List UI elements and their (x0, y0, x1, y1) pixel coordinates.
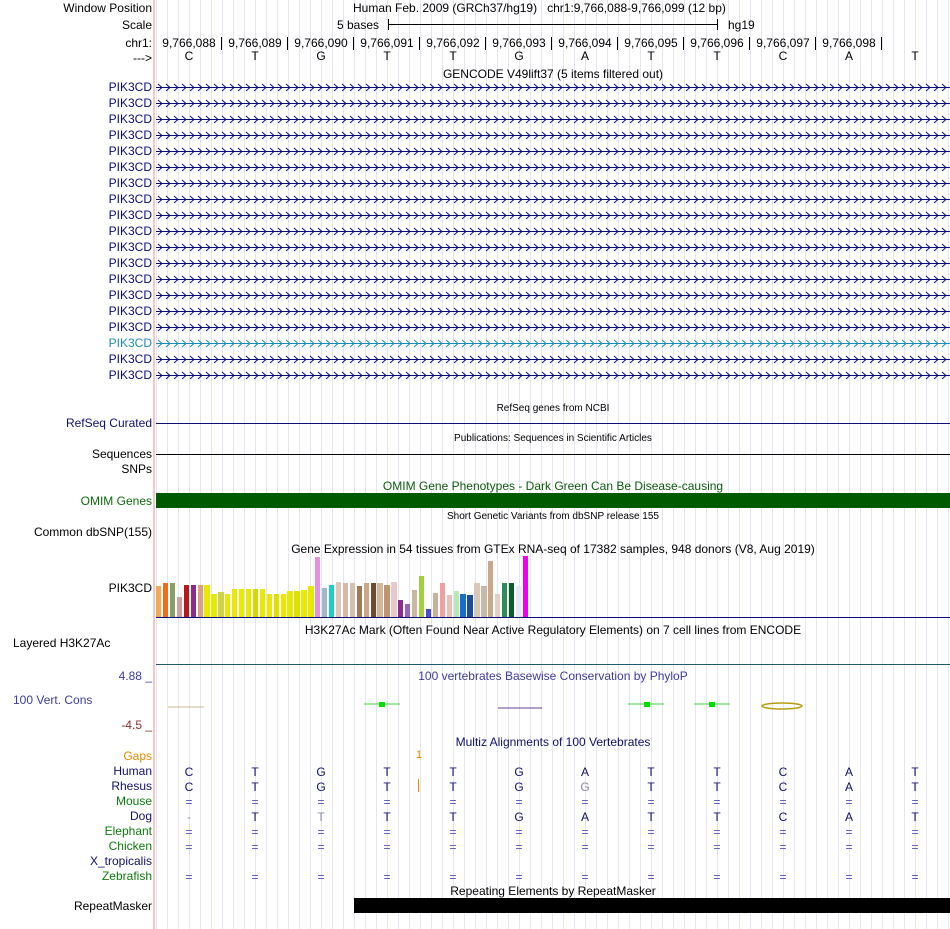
gtex-tissue-bar[interactable] (426, 609, 431, 617)
aligned-base: C (184, 765, 194, 779)
gencode-transcript-line[interactable] (156, 320, 950, 335)
gencode-transcript-line[interactable] (156, 272, 950, 287)
aligned-base: T (383, 810, 391, 824)
dna-base: T (713, 49, 721, 63)
gtex-baseline (156, 617, 950, 618)
gtex-tissue-bar[interactable] (398, 600, 403, 617)
gencode-transcript-label[interactable]: PIK3CD (108, 128, 152, 142)
aligned-base: C (778, 780, 788, 794)
aligned-base: = (713, 840, 721, 854)
aligned-base: = (251, 840, 259, 854)
aligned-base: = (647, 870, 655, 884)
base-position-label: 9,766,092 (420, 36, 486, 51)
gencode-transcript-label[interactable]: PIK3CD (108, 352, 152, 366)
aligned-base: T (911, 780, 919, 794)
base-position-label: 9,766,098 (816, 36, 882, 51)
omim-gene-bar[interactable] (156, 493, 950, 508)
h3k27ac-baseline (156, 664, 950, 665)
gtex-tissue-bar[interactable] (204, 585, 209, 617)
aligned-base: = (317, 795, 325, 809)
aligned-base: = (449, 795, 457, 809)
aligned-base: T (251, 765, 259, 779)
aligned-base: A (580, 810, 589, 824)
gtex-track-label[interactable]: PIK3CD (108, 581, 152, 595)
gencode-transcript-label[interactable]: PIK3CD (108, 240, 152, 254)
aligned-base: = (383, 825, 391, 839)
species-label[interactable]: Chicken (108, 839, 152, 853)
repeatmasker-track-title: Repeating Elements by RepeatMasker (450, 884, 656, 898)
gtex-tissue-bar[interactable] (246, 589, 251, 617)
gtex-tissue-bar[interactable] (170, 583, 175, 617)
aligned-base: = (779, 795, 787, 809)
aligned-base: = (383, 795, 391, 809)
aligned-base: T (317, 810, 325, 824)
gtex-tissue-bar[interactable] (260, 589, 265, 617)
gtex-tissue-bar[interactable] (405, 604, 410, 617)
gtex-tissue-bar[interactable] (267, 594, 272, 617)
phylop-mark (379, 702, 385, 707)
gtex-tissue-bar[interactable] (329, 585, 334, 617)
gencode-transcript-label[interactable]: PIK3CD (108, 160, 152, 174)
refseq-track-label[interactable]: RefSeq Curated (65, 416, 152, 430)
publications-track-title: Publications: Sequences in Scientific Articles (454, 433, 652, 444)
gencode-transcript-line[interactable] (156, 112, 950, 127)
aligned-base: = (383, 870, 391, 884)
species-label[interactable]: Elephant (104, 824, 152, 838)
gencode-transcript-line[interactable] (156, 144, 950, 159)
dna-base: A (580, 49, 589, 63)
gtex-tissue-bar[interactable] (481, 586, 486, 617)
dna-base: A (844, 49, 853, 63)
aligned-base: T (449, 780, 457, 794)
gtex-tissue-bar[interactable] (294, 591, 299, 617)
gtex-tissue-bar[interactable] (198, 585, 203, 617)
multiz-gaps-label: Gaps (123, 749, 152, 763)
gtex-tissue-bar[interactable] (163, 583, 168, 617)
species-label[interactable]: Mouse (115, 794, 152, 808)
gtex-tissue-bar[interactable] (509, 583, 514, 617)
repeat-element-bar[interactable] (354, 898, 950, 913)
gtex-tissue-bar[interactable] (454, 591, 459, 617)
aligned-base: = (713, 795, 721, 809)
gtex-tissue-bar[interactable] (447, 595, 452, 617)
aligned-base: G (316, 780, 326, 794)
aligned-base: A (844, 810, 853, 824)
gencode-transcript-line[interactable] (156, 240, 950, 255)
aligned-base: G (514, 765, 524, 779)
phylop-mark (762, 703, 802, 709)
aligned-base: = (515, 825, 523, 839)
gencode-transcript-label[interactable]: PIK3CD (108, 208, 152, 222)
gtex-tissue-bar[interactable] (211, 594, 216, 617)
gtex-tissue-bar[interactable] (357, 586, 362, 617)
gencode-transcript-line[interactable] (156, 368, 950, 383)
gencode-transcript-label[interactable]: PIK3CD (108, 320, 152, 334)
aligned-base: = (251, 795, 259, 809)
gtex-tissue-bar[interactable] (343, 583, 348, 617)
gtex-tissue-bar[interactable] (488, 561, 493, 617)
gencode-transcript-label[interactable]: PIK3CD (108, 272, 152, 286)
aligned-base: T (647, 780, 655, 794)
gtex-tissue-bar[interactable] (336, 582, 341, 617)
species-label[interactable]: Zebrafish (101, 869, 152, 883)
aligned-base: T (647, 765, 655, 779)
gencode-transcript-label[interactable]: PIK3CD (108, 336, 152, 350)
gencode-transcript-label[interactable]: PIK3CD (108, 256, 152, 270)
aligned-base: = (317, 840, 325, 854)
h3k27ac-track-label[interactable]: Layered H3K27Ac (13, 636, 111, 650)
dna-base: T (647, 49, 655, 63)
gencode-transcript-label[interactable]: PIK3CD (108, 80, 152, 94)
gtex-tissue-bar[interactable] (495, 594, 500, 617)
aligned-base: A (844, 780, 853, 794)
publications-label-snps: SNPs (121, 462, 152, 476)
species-label[interactable]: Dog (129, 809, 152, 823)
gtex-tissue-bar[interactable] (232, 589, 237, 617)
dna-base: T (911, 49, 919, 63)
aligned-base: = (581, 825, 589, 839)
dna-base: G (514, 49, 524, 63)
aligned-base: T (911, 810, 919, 824)
gtex-tissue-bar[interactable] (364, 583, 369, 617)
aligned-base: = (449, 870, 457, 884)
dna-base: C (184, 49, 194, 63)
aligned-base: T (383, 765, 391, 779)
base-position-label: 9,766,088 (156, 36, 222, 51)
gtex-tissue-bar[interactable] (391, 582, 396, 617)
gencode-transcript-label[interactable]: PIK3CD (108, 224, 152, 238)
aligned-base: = (845, 840, 853, 854)
aligned-base: = (779, 825, 787, 839)
gtex-tissue-bar[interactable] (308, 586, 313, 617)
gencode-transcript-line[interactable] (156, 336, 950, 351)
aligned-base: = (845, 795, 853, 809)
multiz-track-title: Multiz Alignments of 100 Vertebrates (455, 735, 651, 749)
aligned-base: = (581, 840, 589, 854)
aligned-base: A (580, 765, 589, 779)
aligned-base: T (713, 780, 721, 794)
base-position-label: 9,766,097 (750, 36, 816, 51)
species-label[interactable]: Human (113, 764, 152, 778)
gencode-transcript-line[interactable] (156, 96, 950, 111)
aligned-base: = (449, 840, 457, 854)
aligned-base: C (184, 780, 194, 794)
gencode-transcript-line[interactable] (156, 208, 950, 223)
gtex-tissue-bar[interactable] (184, 585, 189, 617)
gencode-transcript-line[interactable] (156, 224, 950, 239)
gtex-tissue-bar[interactable] (225, 594, 230, 617)
aligned-base: T (449, 765, 457, 779)
aligned-base: = (713, 870, 721, 884)
phylop-ymin: -4.5 _ (121, 718, 152, 732)
dbsnp-track-label[interactable]: Common dbSNP(155) (33, 525, 152, 539)
gtex-track-title: Gene Expression in 54 tissues from GTEx RNA-seq of 17382 samples, 948 donors (V8, Aug 2019) (291, 542, 815, 556)
gencode-transcript-label[interactable]: PIK3CD (108, 176, 152, 190)
aligned-base: = (185, 795, 193, 809)
aligned-base: = (779, 870, 787, 884)
gtex-tissue-bar[interactable] (440, 583, 445, 617)
gtex-tissue-bar[interactable] (239, 589, 244, 617)
gtex-tissue-bar[interactable] (460, 594, 465, 617)
gencode-transcript-line[interactable] (156, 176, 950, 191)
strand-label: ---> (133, 51, 152, 65)
scale-bar-tick-right (717, 19, 718, 30)
dbsnp-track-title: Short Genetic Variants from dbSNP release 155 (447, 511, 659, 522)
h3k27ac-track-title: H3K27Ac Mark (Often Found Near Active Regulatory Elements) on 7 cell lines from ENCODE (304, 623, 802, 637)
gencode-transcript-label[interactable]: PIK3CD (108, 112, 152, 126)
db-label: hg19 (728, 18, 755, 32)
gtex-tissue-bar[interactable] (191, 585, 196, 617)
scale-label: Scale (121, 18, 152, 32)
gtex-tissue-bar[interactable] (315, 557, 320, 617)
gtex-tissue-bar[interactable] (177, 597, 182, 617)
aligned-base: = (449, 825, 457, 839)
aligned-base: = (515, 795, 523, 809)
dna-base: T (251, 49, 259, 63)
aligned-base: = (581, 795, 589, 809)
base-position-label: 9,766,094 (552, 36, 618, 51)
chrom-label: chr1: (125, 36, 152, 50)
gencode-transcript-line[interactable] (156, 192, 950, 207)
omim-track-label[interactable]: OMIM Genes (80, 494, 152, 508)
scale-text: 5 bases (337, 18, 380, 32)
aligned-base: C (778, 810, 788, 824)
aligned-base: C (778, 765, 788, 779)
aligned-base: - (187, 810, 191, 824)
gencode-track-title: GENCODE V49lift37 (5 items filtered out) (442, 67, 664, 81)
gtex-tissue-bar[interactable] (474, 583, 479, 617)
gencode-transcript-line[interactable] (156, 352, 950, 367)
aligned-base: G (514, 780, 524, 794)
gencode-transcript-line[interactable] (156, 128, 950, 143)
gtex-tissue-bar[interactable] (287, 591, 292, 617)
gencode-transcript-line[interactable] (156, 80, 950, 95)
gtex-tissue-bar[interactable] (322, 588, 327, 617)
gencode-transcript-label[interactable]: PIK3CD (108, 288, 152, 302)
gencode-transcript-line[interactable] (156, 288, 950, 303)
gtex-tissue-bar[interactable] (412, 590, 417, 617)
aligned-base: T (383, 780, 391, 794)
aligned-base: = (317, 870, 325, 884)
gtex-tissue-bar[interactable] (350, 583, 355, 617)
aligned-base: G (580, 780, 590, 794)
gtex-tissue-bar[interactable] (274, 594, 279, 617)
aligned-base: T (647, 810, 655, 824)
gtex-bar-chart[interactable] (156, 556, 536, 617)
aligned-base: = (845, 825, 853, 839)
aligned-base: T (251, 780, 259, 794)
gtex-tissue-bar[interactable] (156, 586, 161, 617)
gtex-tissue-bar[interactable] (218, 592, 223, 617)
aligned-base: = (845, 870, 853, 884)
aligned-base: = (185, 870, 193, 884)
phylop-mark (644, 702, 650, 707)
base-position-label: 9,766,090 (288, 36, 354, 51)
gtex-tissue-bar[interactable] (384, 585, 389, 617)
assembly-title: Human Feb. 2009 (GRCh37/hg19) chr1:9,766,088-9,766,099 (12 bp) (353, 1, 726, 15)
gap-marker: 1 (416, 749, 423, 761)
aligned-base: = (911, 825, 919, 839)
publications-label-sequences[interactable]: Sequences (91, 447, 152, 461)
gencode-transcript-label[interactable]: PIK3CD (108, 368, 152, 382)
aligned-base: = (647, 795, 655, 809)
aligned-base: = (383, 840, 391, 854)
left-margin-strip (153, 0, 155, 929)
aligned-base: G (316, 765, 326, 779)
publications-line (156, 454, 950, 455)
gtex-tissue-bar[interactable] (523, 556, 528, 617)
gencode-transcript-line[interactable] (156, 304, 950, 319)
gencode-transcript-line[interactable] (156, 256, 950, 271)
aligned-base: = (251, 825, 259, 839)
aligned-base: = (515, 840, 523, 854)
base-position-label: 9,766,093 (486, 36, 552, 51)
phylop-mark (709, 702, 715, 707)
window-position-label: Window Position (63, 1, 152, 15)
gtex-tissue-bar[interactable] (516, 586, 521, 617)
aligned-base: = (581, 870, 589, 884)
aligned-base: A (844, 765, 853, 779)
phylop-plot (156, 690, 950, 720)
aligned-base: T (713, 810, 721, 824)
aligned-base: G (514, 810, 524, 824)
aligned-base: T (911, 765, 919, 779)
gtex-tissue-bar[interactable] (281, 594, 286, 617)
aligned-base: = (251, 870, 259, 884)
aligned-base: = (713, 825, 721, 839)
gtex-tissue-bar[interactable] (502, 583, 507, 617)
base-position-label: 9,766,096 (684, 36, 750, 51)
aligned-base: = (911, 870, 919, 884)
refseq-track-title: RefSeq genes from NCBI (496, 403, 610, 414)
dna-base: T (383, 49, 391, 63)
gtex-tissue-bar[interactable] (301, 590, 306, 617)
aligned-base: = (317, 825, 325, 839)
repeatmasker-track-label[interactable]: RepeatMasker (73, 899, 152, 913)
gtex-tissue-bar[interactable] (467, 595, 472, 617)
aligned-base: = (515, 870, 523, 884)
gtex-tissue-bar[interactable] (377, 583, 382, 617)
base-position-label: 9,766,089 (222, 36, 288, 51)
aligned-base: T (251, 810, 259, 824)
scale-bar (388, 24, 718, 25)
scale-bar-tick-left (388, 19, 389, 30)
refseq-line (156, 423, 950, 424)
phylop-ymax: 4.88 _ (118, 669, 152, 683)
aligned-base: = (185, 825, 193, 839)
species-label[interactable]: Rhesus (111, 779, 152, 793)
gtex-tissue-bar[interactable] (433, 593, 438, 617)
base-position-label: 9,766,095 (618, 36, 684, 51)
aligned-base: = (911, 795, 919, 809)
gencode-transcript-label[interactable]: PIK3CD (108, 304, 152, 318)
gencode-transcript-label[interactable]: PIK3CD (108, 192, 152, 206)
dna-base: C (778, 49, 788, 63)
aligned-base: = (779, 840, 787, 854)
gtex-tissue-bar[interactable] (253, 589, 258, 617)
species-label[interactable]: X_tropicalis (89, 854, 152, 868)
phylop-track-title: 100 vertebrates Basewise Conservation by PhyloP (418, 669, 688, 683)
base-position-label: 9,766,091 (354, 36, 420, 51)
gtex-tissue-bar[interactable] (419, 576, 424, 617)
gencode-transcript-line[interactable] (156, 160, 950, 175)
phylop-track-label[interactable]: 100 Vert. Cons (13, 693, 93, 707)
aligned-base: T (449, 810, 457, 824)
aligned-base: T (713, 765, 721, 779)
aligned-base: = (185, 840, 193, 854)
dna-base: T (449, 49, 457, 63)
aligned-base: = (647, 840, 655, 854)
omim-track-title: OMIM Gene Phenotypes - Dark Green Can Be Disease-causing (382, 479, 724, 493)
gtex-tissue-bar[interactable] (371, 583, 376, 617)
aligned-base: = (647, 825, 655, 839)
dna-base: G (316, 49, 326, 63)
aligned-base: = (911, 840, 919, 854)
gencode-transcript-label[interactable]: PIK3CD (108, 144, 152, 158)
gencode-transcript-label[interactable]: PIK3CD (108, 96, 152, 110)
